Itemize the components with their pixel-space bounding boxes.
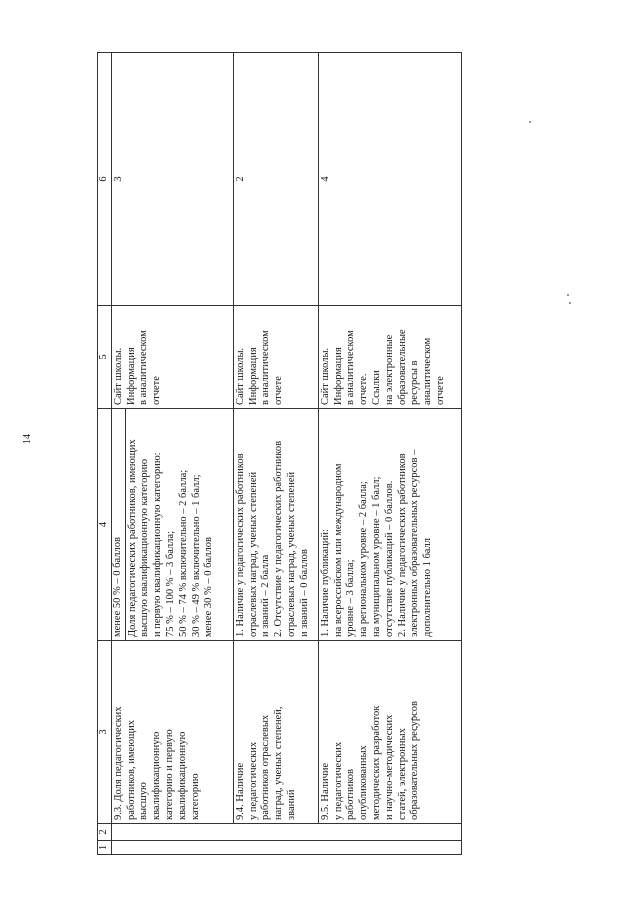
source-cell [318, 306, 461, 409]
criteria-cell [318, 409, 461, 641]
indicator-line: квалификационную [151, 731, 163, 820]
criteria-cell [233, 409, 318, 641]
indicator-line: методических разработок [370, 705, 382, 820]
indicator-line: статей, электронных [396, 728, 408, 820]
indicator-line: 9.5. Наличие [319, 762, 331, 820]
scan-speck [569, 302, 571, 304]
source-cell [233, 306, 318, 409]
criteria-line: 1. Наличие публикаций: [319, 529, 331, 637]
empty-cell [111, 841, 461, 855]
column-header: 1 [98, 841, 112, 855]
indicator-cell [318, 641, 461, 824]
table-row [318, 53, 461, 855]
source-line: отчете [273, 376, 285, 405]
criteria-line: уровне – 3 балла; [345, 559, 357, 637]
scan-speck [567, 294, 569, 296]
source-line: на электронные [383, 334, 395, 405]
source-line: Информация [125, 347, 137, 405]
indicator-line: категорию [189, 773, 201, 820]
criteria-line: 75 % – 100 % – 3 балла; [164, 530, 176, 637]
table-row [111, 53, 233, 855]
score-cell: 2 [233, 53, 318, 306]
indicator-line: званий [285, 789, 297, 820]
source-line: Сайт школы. [112, 347, 124, 405]
criteria-line: Доля педагогических работников, имеющих [126, 439, 138, 637]
criteria-line: отраслевых наград, ученых степеней [247, 471, 259, 637]
source-line: Сайт школы. [319, 347, 331, 405]
source-line: Информация [247, 347, 259, 405]
page-number: 14 [22, 434, 33, 444]
indicator-line: и научно-методических [383, 714, 395, 820]
source-cell [111, 306, 233, 409]
source-line: Информация [332, 347, 344, 405]
criteria-line: 2. Наличие у педагогических работников [396, 453, 408, 637]
column-header: 6 [98, 53, 112, 306]
criteria-line: дополнительно 1 балл [422, 537, 434, 637]
column-header: 2 [98, 824, 112, 841]
source-line: отчете [151, 376, 163, 405]
indicator-line: у педагогических [332, 741, 344, 820]
indicator-line: 9.3. Доля педагогических [112, 706, 124, 820]
criteria-line: высшую квалификационную категорию [139, 458, 151, 637]
criteria-table [97, 52, 462, 855]
source-line: отчете [434, 376, 446, 405]
indicator-line: квалификационную [176, 731, 188, 820]
score-cell: 3 [111, 53, 233, 306]
source-line: образовательные [396, 329, 408, 405]
source-line: в аналитическом [138, 330, 150, 405]
column-header: 4 [98, 409, 112, 641]
column-number-row [98, 53, 112, 855]
continuation-line: менее 50 % – 0 баллов [112, 409, 126, 640]
rotated-table-container [97, 53, 462, 855]
table-row [233, 53, 318, 855]
source-line: в аналитическом [345, 330, 357, 405]
indicator-line: работников [345, 769, 357, 820]
indicator-line: высшую [138, 782, 150, 820]
source-line: в аналитическом [260, 330, 272, 405]
indicator-cell [233, 641, 318, 824]
score-cell: 4 [318, 53, 461, 306]
indicator-line: у педагогических [247, 741, 259, 820]
source-line: Ссылки [370, 370, 382, 405]
indicator-line: работников, имеющих [125, 720, 137, 820]
criteria-line: 50 % – 74 % включительно – 2 балла; [177, 469, 189, 637]
indicator-line: образовательных ресурсов [409, 701, 421, 820]
criteria-line: электронных образовательных ресурсов – [409, 449, 421, 637]
column-header: 3 [98, 641, 112, 824]
indicator-line: опубликованных [358, 745, 370, 820]
source-line: ресурсы в [409, 360, 421, 405]
scan-speck [529, 121, 531, 123]
source-line: отчете. [358, 373, 370, 405]
criteria-line: отсутствие публикаций – 0 баллов. [383, 480, 395, 637]
criteria-line: на региональном уровне – 2 балла; [358, 481, 370, 637]
criteria-line: и первую квалификационную категорию: [152, 452, 164, 637]
criteria-line: на всероссийском или международном [332, 463, 344, 637]
criteria-cell [111, 409, 233, 641]
criteria-line: и званий – 2 балла [260, 554, 272, 637]
criteria-line: менее 30 % – 0 баллов [203, 537, 215, 637]
source-line: аналитическом [422, 337, 434, 405]
criteria-line: на муниципальном уровне – 1 балл; [370, 476, 382, 637]
criteria-line: 1. Наличие у педагогических работников [234, 453, 246, 637]
criteria-line: и званий – 0 баллов [298, 549, 310, 637]
indicator-line: категорию и первую [163, 729, 175, 820]
source-line: Сайт школы. [234, 347, 246, 405]
indicator-line: работников отраслевых [260, 714, 272, 820]
criteria-line: 2. Отсутствие у педагогических работников [273, 440, 285, 637]
criteria-line: отраслевых наград, ученых степеней [285, 471, 297, 637]
column-header: 5 [98, 306, 112, 409]
indicator-line: наград, ученых степеней, [273, 706, 285, 820]
indicator-line: 9.4. Наличие [234, 762, 246, 820]
criteria-line: 30 % – 49 % включительно – 1 балл; [190, 474, 202, 637]
empty-cell [111, 824, 461, 841]
indicator-cell [111, 641, 233, 824]
